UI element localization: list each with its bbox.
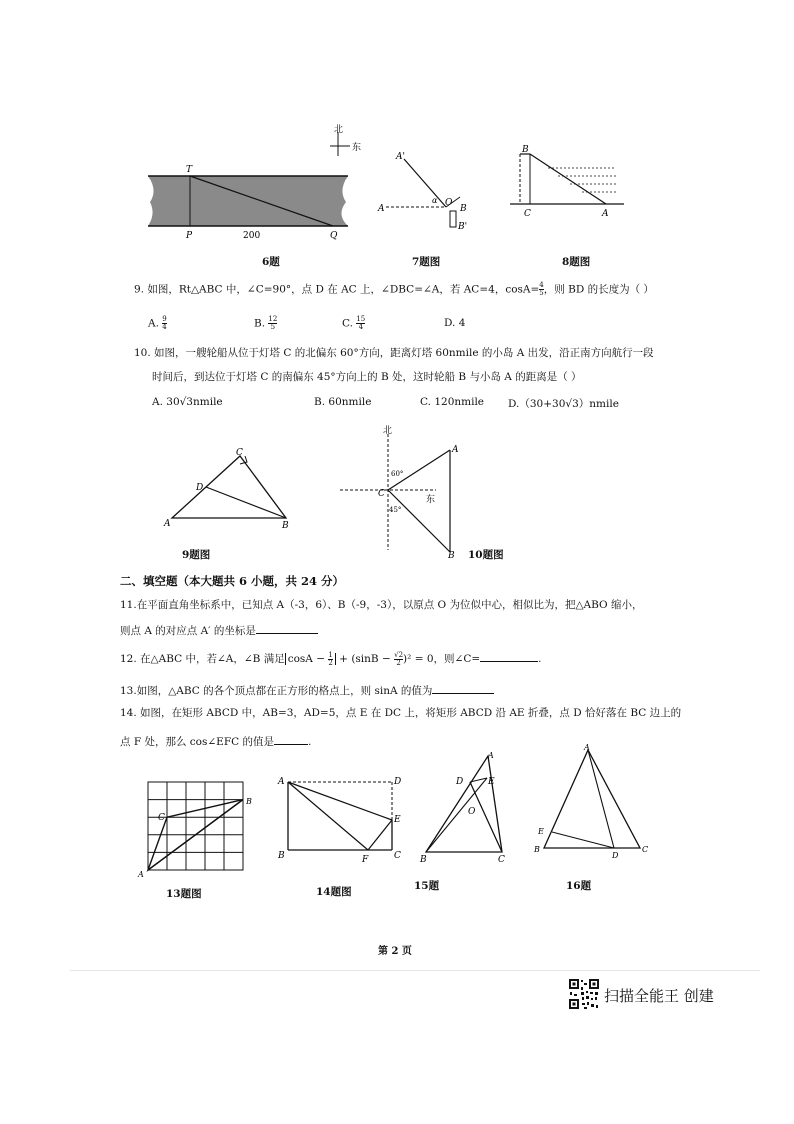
q9-option-c xyxy=(342,316,365,331)
caption-q16: 16题 xyxy=(566,880,592,892)
q15-label-a: A xyxy=(488,751,494,760)
q12-sq-num: √2 xyxy=(394,650,404,659)
q9-option-d: D. 4 xyxy=(444,317,466,329)
figure-q13 xyxy=(136,776,256,878)
q14-label-c: C xyxy=(394,851,401,861)
section-2-title: 二、填空题（本大题共 6 小题，共 24 分） xyxy=(120,574,345,588)
q9-opt-a-den: 4 xyxy=(162,323,167,331)
q12-answer-blank xyxy=(480,650,538,662)
q8-label-c: C xyxy=(524,209,531,219)
scanner-brand-text: 扫描全能王 创建 xyxy=(604,987,714,1005)
q12-abs-expression xyxy=(285,650,336,667)
q9-opt-c-num: 15 xyxy=(356,315,366,323)
figure-q8 xyxy=(508,140,628,220)
q10-label-east: 东 xyxy=(426,495,436,505)
q12-tail: . xyxy=(538,653,542,665)
qr-code-icon xyxy=(568,978,600,1010)
q9-opt-c-den: 4 xyxy=(358,323,364,331)
q9-option-a xyxy=(148,316,167,331)
q9-opt-b-den: 5 xyxy=(270,323,276,331)
q12-text-a: 12. 在△ABC 中，若∠A，∠B 满足 xyxy=(120,653,285,665)
q10-label-45: 45° xyxy=(389,506,402,514)
q13-label-b: B xyxy=(246,797,252,806)
q14-line-1: 14. 如图，在矩形 ABCD 中，AB=3，AD=5，点 E 在 DC 上，将矩形 ABCD 沿 AE 折叠，点 D 恰好落在 BC 边上的 xyxy=(120,707,682,719)
caption-q13: 13题图 xyxy=(166,888,202,900)
q10-label-north: 北 xyxy=(383,426,393,436)
q9-cos-den: 5 xyxy=(539,289,544,297)
q9-option-b xyxy=(254,316,277,331)
q10-option-a: A. 30√3nmile xyxy=(152,396,223,408)
q7-label-b-prime: B' xyxy=(458,222,468,232)
figure-q9 xyxy=(160,446,300,532)
q12-abs-num: 1 xyxy=(328,650,333,659)
q7-label-alpha: α xyxy=(432,196,438,205)
q9-opt-b-fraction xyxy=(268,316,277,331)
q10-label-b: B xyxy=(448,551,455,560)
q10-label-a: A xyxy=(452,445,459,455)
q10-option-d: D.（30+30√3）nmile xyxy=(508,398,619,410)
q15-label-o: O xyxy=(468,807,476,817)
q7-label-a: A xyxy=(378,204,385,214)
q12-sq-fraction xyxy=(394,652,403,667)
compass-north-label: 北 xyxy=(334,125,344,135)
caption-q7: 7题图 xyxy=(412,256,441,268)
figure-q15 xyxy=(418,748,514,866)
q9-label-d: D xyxy=(196,483,204,493)
q10-label-c: C xyxy=(378,489,385,499)
q7-label-o: O xyxy=(445,198,453,208)
q14-line-2-text: 点 F 处，那么 cos∠EFC 的值是 xyxy=(120,736,275,748)
q12-abs-text: cosA − xyxy=(287,653,329,665)
q12-text-b: ，则∠C= xyxy=(433,653,481,665)
caption-q9: 9题图 xyxy=(182,549,211,561)
caption-q6: 6题 xyxy=(262,256,280,268)
q8-label-b: B xyxy=(522,145,529,155)
figure-q16 xyxy=(532,742,658,860)
page-number: 第 2 页 xyxy=(378,946,412,957)
q14-label-a: A xyxy=(278,777,285,787)
caption-q8: 8题图 xyxy=(562,256,591,268)
q14-label-f: F xyxy=(362,855,369,865)
q9-opt-b-label: B. xyxy=(254,317,266,330)
q11-line-2-text: 则点 A 的对应点 A′ 的坐标是 xyxy=(120,625,256,637)
q8-label-a: A xyxy=(602,209,609,219)
figure-q14 xyxy=(276,772,410,866)
q16-label-c: C xyxy=(642,845,649,854)
footer-divider xyxy=(70,970,760,971)
caption-q14: 14题图 xyxy=(316,886,352,898)
q6-label-p: P xyxy=(186,231,193,241)
q11-answer-blank xyxy=(256,622,318,634)
q14-label-d: D xyxy=(394,777,402,787)
q15-label-e: E xyxy=(488,777,495,787)
q12-abs-den: 2 xyxy=(328,658,333,667)
figure-q10 xyxy=(336,424,466,560)
q15-label-c: C xyxy=(498,855,505,865)
q13-label-c: C xyxy=(158,813,165,823)
caption-q10: 10题图 xyxy=(468,549,504,561)
q10-line-2: 时间后，到达位于灯塔 C 的南偏东 45°方向上的 B 处，这时轮船 B 与小岛 A 的距离是（ ） xyxy=(152,371,582,383)
q6-distance-label: 200 xyxy=(243,231,261,241)
q16-label-b: B xyxy=(534,845,540,854)
q10-line-1: 10. 如图，一艘轮船从位于灯塔 C 的北偏东 60°方向，距离灯塔 60nmile 的小岛 A 出发，沿正南方向航行一段 xyxy=(134,347,654,359)
q9-text-a: 9. 如图，Rt△ABC 中，∠C=90°，点 D 在 AC 上，∠DBC=∠A，若 AC=4，cosA= xyxy=(134,283,540,296)
q6-label-q: Q xyxy=(330,231,338,241)
q9-opt-a-num: 9 xyxy=(162,315,167,323)
q7-label-a-prime: A' xyxy=(396,152,405,162)
q9-label-c: C xyxy=(236,448,243,458)
q6-label-t: T xyxy=(186,165,193,175)
q10-option-b: B. 60nmile xyxy=(314,396,372,408)
q7-label-b: B xyxy=(460,204,467,214)
q9-opt-a-label: A. xyxy=(148,317,159,330)
q15-label-b: B xyxy=(420,855,427,865)
q16-label-a: A xyxy=(584,743,590,752)
figure-q7 xyxy=(376,145,486,235)
q14-answer-blank xyxy=(274,733,308,745)
q11-line-1: 11.在平面直角坐标系中，已知点 A（-3，6）、B（-9，-3），以原点 O 为位似中心，相似比为，把△ABO 缩小， xyxy=(120,599,643,611)
q13-text: 13.如图，△ABC 的各个顶点都在正方形的格点上，则 sinA 的值为 xyxy=(120,685,433,697)
q10-label-60: 60° xyxy=(391,470,404,478)
q13-answer-blank xyxy=(432,682,494,694)
q9-cos-num: 4 xyxy=(539,281,544,289)
q9-opt-c-fraction xyxy=(356,316,365,331)
q14-label-e: E xyxy=(394,815,401,825)
q11-line-2 xyxy=(120,622,318,638)
q16-label-d: D xyxy=(612,851,619,860)
q9-text-b: ，则 BD 的长度为（ ） xyxy=(543,283,654,296)
q12-sq-tail: )² = 0 xyxy=(403,653,434,665)
q13-stem xyxy=(120,682,494,698)
caption-q15: 15题 xyxy=(414,880,440,892)
figure-q6 xyxy=(148,160,353,260)
q9-opt-b-num: 12 xyxy=(268,315,278,323)
q12-sq-den: 2 xyxy=(396,658,401,667)
q14-tail: . xyxy=(308,736,312,748)
q9-opt-c-label: C. xyxy=(342,317,353,330)
q12-abs-fraction xyxy=(328,652,332,667)
q16-label-e: E xyxy=(538,827,544,836)
q14-line-2 xyxy=(120,733,311,749)
q14-label-b: B xyxy=(278,851,285,861)
q12-mid-text: + (sinB − xyxy=(335,653,395,665)
compass-east-label: 东 xyxy=(352,143,362,153)
q9-label-b: B xyxy=(282,521,289,531)
q12-stem xyxy=(120,650,542,667)
q9-opt-a-fraction xyxy=(162,316,166,331)
q13-label-a: A xyxy=(138,870,144,878)
q9-stem xyxy=(134,282,654,297)
q15-label-d: D xyxy=(456,777,464,787)
compass-icon xyxy=(328,122,368,158)
q10-option-c: C. 120nmile xyxy=(420,396,485,408)
q9-label-a: A xyxy=(164,519,171,529)
